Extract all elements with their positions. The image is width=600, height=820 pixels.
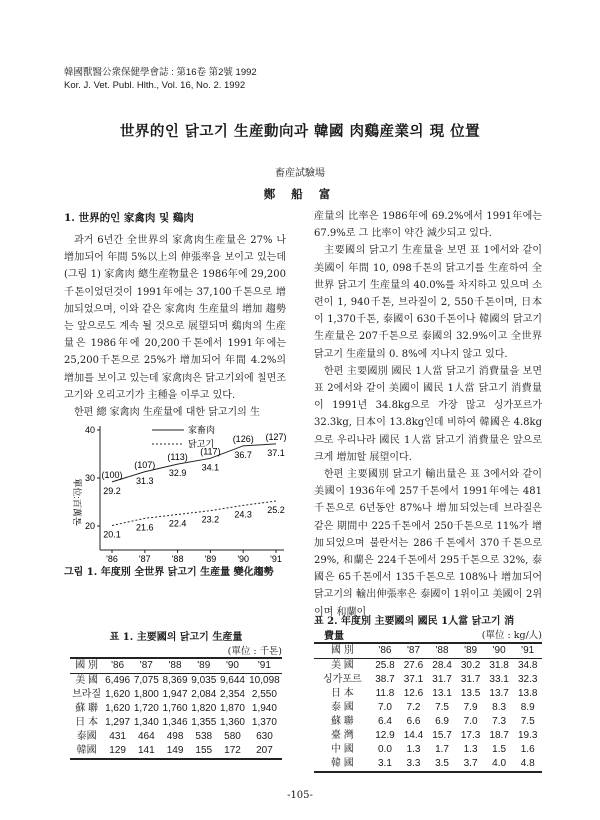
table-cell: 580 xyxy=(224,731,241,742)
table-row xyxy=(70,702,282,716)
journal-line-korean: 韓國獸醫公衆保健學會誌 : 第16卷 第2號 1992 xyxy=(64,67,257,78)
table-cell: 1,620 xyxy=(105,703,131,714)
table-cell: 31.7 xyxy=(432,674,452,685)
table-cell: 13.5 xyxy=(460,688,481,699)
page-number: -105- xyxy=(287,790,313,801)
row-label: 臺 灣 xyxy=(330,730,354,741)
data-label: 29.2 xyxy=(103,485,121,496)
table-cell: 1,355 xyxy=(191,717,217,728)
column-header: 國 別 xyxy=(75,660,99,671)
paragraph: 과거 6년간 全世界의 家禽肉生産量은 27% 나 增加되어 年間 5%以上의 伸張率을 보이고 있는데(그림 1) 家禽肉 總生産物量은 1986年에 29,200千톤이었던것이 1991年에는 37,100千톤으로 增加되었으며, 이와 같은 家禽肉 生産量의 增加 趨勢는 앞으로도 계속 될 것으로 展望되며 鷄肉의 生産量은 1986年에 20,200千톤에서 1991年에는 25,200千톤으로 25%가 增加되어 年間 4.2%의 增加를 보이고 있는데 家禽肉은 닭고기외에 칠면조 고기와 오리고기가 主種을 이루고 있다. xyxy=(64,235,286,401)
column-header: '88 xyxy=(435,645,449,656)
table-cell: 1,297 xyxy=(105,717,131,728)
table-row xyxy=(314,687,542,701)
table-cell: 8.3 xyxy=(492,702,507,713)
x-tick-label: '89 xyxy=(204,554,217,564)
data-label: 20.1 xyxy=(103,529,121,540)
legend-label-chicken: 닭고기 xyxy=(188,439,215,449)
table-header-row xyxy=(70,658,282,674)
index-label: (127) xyxy=(265,431,287,442)
data-label: 34.1 xyxy=(201,462,220,473)
column-header: '91 xyxy=(521,645,535,656)
row-label: 泰國 xyxy=(76,731,97,742)
y-tick-label: 30 xyxy=(84,473,95,483)
table-2-caption-line1: 표 2. 年度別 主要國의 國民 1人當 닭고기 消 xyxy=(314,616,515,627)
table-cell: 498 xyxy=(166,731,184,742)
x-tick-label: '90 xyxy=(237,554,250,564)
table-cell: 431 xyxy=(109,731,126,742)
table-cell: 27.6 xyxy=(403,660,424,671)
author-name: 鄭 船 富 xyxy=(263,187,337,201)
column-header: '86 xyxy=(111,660,125,671)
table-cell: 129 xyxy=(109,745,126,756)
table-cell: 8,369 xyxy=(162,675,188,686)
table-cell: 2,354 xyxy=(219,689,245,700)
table-cell: 464 xyxy=(137,731,155,742)
y-tick-label: 40 xyxy=(84,425,95,435)
y-axis-label: 單位:百萬톤 xyxy=(72,478,82,526)
paragraph: 主要國의 닭고기 生産量을 보면 표 1에서와 같이 美國이 年間 10, 098千톤의 닭고기를 生産하여 全世界 닭고기 生産量의 40.0%를 차지하고 있으며 소련이 1, 940千톤, 브라질이 2, 550千톤이며, 日本이 1,370千톤, 泰國이 630千톤이나 韓國의 닭고기 生産量은 207千톤으로 泰國의 32.9%이고 全世界 닭고기 生産量의 0. 8%에 지나지 않고 있다. xyxy=(314,245,542,360)
table-cell: 9,035 xyxy=(191,675,217,686)
table-cell: 10,098 xyxy=(249,675,280,686)
table-cell: 31.8 xyxy=(489,660,509,671)
row-label: 韓 國 xyxy=(330,758,354,769)
table-cell: 149 xyxy=(166,745,184,756)
table-cell: 1,370 xyxy=(251,717,277,728)
column-header: '90 xyxy=(225,660,239,671)
table-1-caption: 표 1. 主要國의 닭고기 生産量 xyxy=(109,632,243,643)
table-1 xyxy=(70,657,282,760)
table-row xyxy=(70,730,282,744)
table-cell: 1.5 xyxy=(492,744,507,755)
index-label: (100) xyxy=(101,469,123,480)
journal-line-english: Kor. J. Vet. Publ. Hlth., Vol. 16, No. 2. 1992 xyxy=(64,80,246,91)
table-row xyxy=(70,744,282,759)
table-cell: 1,760 xyxy=(162,703,188,714)
table-cell: 172 xyxy=(224,745,241,756)
data-label: 36.7 xyxy=(234,449,252,460)
x-tick-label: '87 xyxy=(138,554,151,564)
table-cell: 1,340 xyxy=(133,717,159,728)
table-cell: 3.7 xyxy=(463,758,478,769)
table-cell: 37.1 xyxy=(403,674,424,685)
affiliation: 畜産試驗場 xyxy=(275,168,325,179)
data-label: 23.2 xyxy=(201,514,220,525)
table-cell: 28.4 xyxy=(432,660,452,671)
table-cell: 7.3 xyxy=(492,716,507,727)
table-cell: 1,720 xyxy=(133,703,159,714)
table-cell: 1,620 xyxy=(105,689,131,700)
column-header: '91 xyxy=(257,660,271,671)
paragraph: 한편 總 家禽肉 生産量에 대한 닭고기의 生 xyxy=(74,407,261,419)
table-2-caption-line2: 費量 xyxy=(324,631,344,642)
x-tick-label: '88 xyxy=(171,554,184,564)
data-label: 24.3 xyxy=(234,509,252,520)
table-cell: 31.7 xyxy=(460,674,481,685)
table-1-unit: (單位 : 千톤) xyxy=(227,646,282,657)
right-column-text xyxy=(314,208,542,621)
table-cell: 7.5 xyxy=(435,702,449,713)
table-row xyxy=(314,673,542,687)
table-row xyxy=(314,701,542,715)
section-heading: 1. 世界的인 家禽肉 및 鷄肉 xyxy=(64,212,194,224)
column-header: '90 xyxy=(492,645,506,656)
row-label: 韓國 xyxy=(76,745,97,756)
table-2-unit: (單位 : kg/人) xyxy=(481,630,542,641)
table-cell: 14.4 xyxy=(403,730,424,741)
row-label: 美 國 xyxy=(330,660,354,671)
table-cell: 3.1 xyxy=(377,758,392,769)
row-label: 中 國 xyxy=(330,744,354,755)
paragraph: 産量의 比率은 1986年에 69.2%에서 1991年에는 67.9%로 그 比率이 약간 減少되고 있다. xyxy=(314,211,542,240)
table-cell: 33.1 xyxy=(489,674,509,685)
table-cell: 1,800 xyxy=(133,689,159,700)
journal-header xyxy=(64,66,257,92)
table-cell: 6.4 xyxy=(377,716,392,727)
data-label: 37.1 xyxy=(267,447,285,458)
table-cell: 9,644 xyxy=(219,675,245,686)
table-cell: 25.8 xyxy=(375,660,395,671)
row-label: 蘇 聯 xyxy=(330,716,354,727)
table-row xyxy=(314,757,542,772)
table-cell: 11.8 xyxy=(375,688,395,699)
table-cell: 1,940 xyxy=(251,703,277,714)
table-row xyxy=(314,729,542,743)
row-label: 美 國 xyxy=(75,675,99,686)
index-label: (107) xyxy=(134,459,156,470)
table-cell: 7.2 xyxy=(406,702,421,713)
column-header: '89 xyxy=(464,645,478,656)
plot-area xyxy=(85,425,287,564)
table-cell: 17.3 xyxy=(460,730,481,741)
column-header: '87 xyxy=(139,660,153,671)
table-cell: 32.3 xyxy=(517,674,538,685)
table-cell: 1.7 xyxy=(435,744,449,755)
column-header: '88 xyxy=(168,660,182,671)
table-cell: 2,550 xyxy=(251,689,277,700)
table-cell: 2,084 xyxy=(191,689,217,700)
table-cell: 155 xyxy=(195,745,213,756)
table-cell: 1.6 xyxy=(520,744,535,755)
table-cell: 30.2 xyxy=(460,660,481,671)
table-row xyxy=(70,716,282,730)
table-cell: 4.0 xyxy=(492,758,507,769)
data-label: 21.6 xyxy=(136,522,154,533)
table-row xyxy=(70,674,282,689)
row-label: 日 本 xyxy=(330,688,354,699)
table-cell: 630 xyxy=(256,731,273,742)
table-row xyxy=(314,715,542,729)
data-label: 32.9 xyxy=(168,468,187,479)
table-cell: 6,496 xyxy=(105,675,131,686)
table-cell: 7.0 xyxy=(377,702,392,713)
table-cell: 1,360 xyxy=(219,717,245,728)
table-cell: 1,820 xyxy=(191,703,217,714)
table-row xyxy=(314,743,542,757)
table-cell: 3.3 xyxy=(406,758,421,769)
index-label: (113) xyxy=(167,452,188,463)
row-label: 泰 國 xyxy=(330,702,354,713)
x-tick-label: '91 xyxy=(270,554,282,564)
table-cell: 538 xyxy=(195,731,213,742)
row-label: 蘇 聯 xyxy=(75,703,99,714)
row-label: 日 本 xyxy=(75,717,99,728)
column-header: '86 xyxy=(378,645,392,656)
table-cell: 6.9 xyxy=(435,716,449,727)
table-cell: 13.7 xyxy=(489,688,509,699)
table-2 xyxy=(314,642,542,773)
index-label: (117) xyxy=(200,446,221,457)
figure-1-chart xyxy=(60,420,296,564)
table-cell: 1,947 xyxy=(162,689,188,700)
table-cell: 1,346 xyxy=(162,717,188,728)
table-cell: 141 xyxy=(137,745,155,756)
table-cell: 7.0 xyxy=(463,716,478,727)
table-cell: 3.5 xyxy=(435,758,449,769)
data-label: 25.2 xyxy=(267,505,285,516)
table-1-block xyxy=(70,628,282,760)
table-cell: 12.6 xyxy=(403,688,424,699)
x-tick-label: '86 xyxy=(106,554,118,564)
row-label: 싱가포르 xyxy=(323,674,362,685)
table-cell: 19.3 xyxy=(517,730,538,741)
table-cell: 15.7 xyxy=(432,730,452,741)
table-cell: 18.7 xyxy=(489,730,509,741)
paper-title: 世界的인 닭고기 生産動向과 韓國 肉鷄産業의 現 位置 xyxy=(119,123,481,140)
table-row xyxy=(70,688,282,702)
figure-1-caption: 그림 1. 年度別 全世界 닭고기 生産量 變化趨勢 xyxy=(64,567,274,578)
column-header: '89 xyxy=(197,660,211,671)
table-cell: 34.8 xyxy=(517,660,538,671)
table-cell: 1.3 xyxy=(463,744,478,755)
table-cell: 7.9 xyxy=(463,702,478,713)
column-header: '87 xyxy=(406,645,421,656)
y-tick-label: 20 xyxy=(84,521,95,531)
data-label: 22.4 xyxy=(168,518,187,529)
table-cell: 1.3 xyxy=(406,744,421,755)
table-cell: 4.8 xyxy=(520,758,535,769)
table-cell: 0.0 xyxy=(377,744,392,755)
table-cell: 7.5 xyxy=(520,716,535,727)
table-cell: 8.9 xyxy=(520,702,535,713)
data-label: 31.3 xyxy=(136,475,154,486)
table-cell: 13.8 xyxy=(517,688,538,699)
table-cell: 12.9 xyxy=(375,730,395,741)
table-2-block xyxy=(314,612,542,773)
table-row xyxy=(314,659,542,674)
legend-label-poultry: 家畜肉 xyxy=(188,425,216,435)
table-header-row xyxy=(314,643,542,659)
table-cell: 207 xyxy=(256,745,273,756)
table-cell: 38.7 xyxy=(375,674,395,685)
column-header: 國 別 xyxy=(330,645,354,656)
left-column-text xyxy=(64,232,286,421)
paragraph: 한편 主要國別 國民 1人當 닭고기 消費量을 보면 표 2에서와 같이 美國이 國民 1人當 닭고기 消費量이 1991년 34.8kg으로 가장 많고 싱가포르가 32.3kg, 日本이 13.8kg인데 비하여 韓國은 4.8kg으로 우리나라 國民 1人當 닭고기 消費量은 앞으로 크게 增加할 展望이다. xyxy=(314,365,542,463)
row-label: 브라질 xyxy=(72,689,102,700)
table-cell: 7,075 xyxy=(133,675,159,686)
table-cell: 13.1 xyxy=(432,688,452,699)
index-label: (126) xyxy=(232,433,254,444)
paragraph: 한편 主要國別 닭고기 輸出量은 표 3에서와 같이 美國이 1936年에 257千톤에서 1991年에는 481千톤으로 6년동안 87%나 增加되었는데 브라질은 같은 期間中 225千톤에서 250千톤으로 11%가 增加되었으며 불란서는 286千톤에서 370千톤으로 29%, 和蘭은 224千톤에서 295千톤으로 32%, 泰國은 65千톤에서 135千톤으로 108%나 增加되어 닭고기의 輸出伸張率은 泰國이 1위이고 美國이 2위이며 和蘭이 xyxy=(314,469,542,618)
table-cell: 6.6 xyxy=(406,716,421,727)
table-cell: 1,870 xyxy=(219,703,245,714)
